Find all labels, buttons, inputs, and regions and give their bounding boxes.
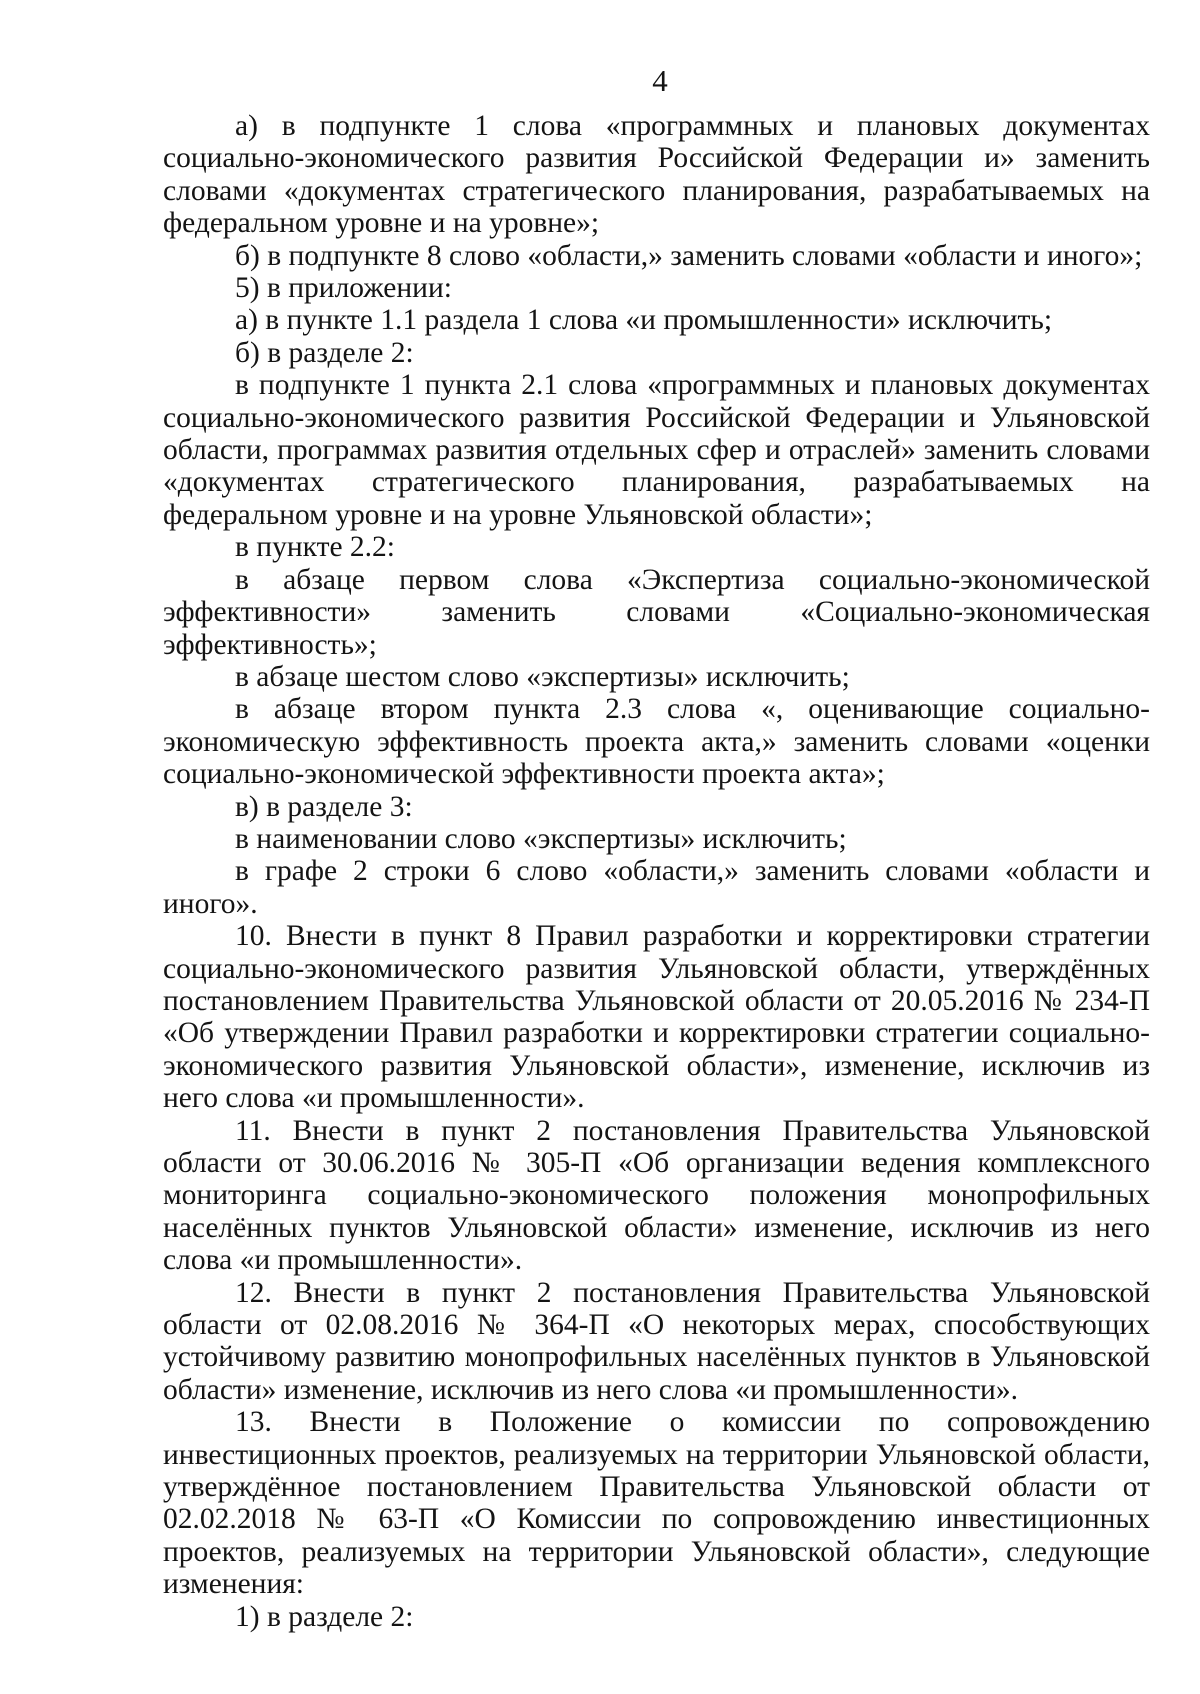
paragraph-point-2-3: в абзаце втором пункта 2.3 слова «, оценивающие социально-экономическую эффективность проекта акта,» заменить словами «оценки социально-экономической эффективности проекта акта»;: [163, 693, 1150, 791]
paragraph-a-point-1-1: а) в пункте 1.1 раздела 1 слова «и промышленности» исключить;: [235, 304, 1053, 337]
paragraph-b-section-2: б) в разделе 2:: [235, 336, 414, 369]
paragraph-column-2-row-6: в графе 2 строки 6 слово «области,» заменить словами «области и иного».: [163, 855, 1150, 920]
document-body: [163, 110, 1150, 1633]
paragraph-b-subitem-8: б) в подпункте 8 слово «области,» заменить словами «области и иного»;: [235, 239, 1143, 272]
paragraph-item-12: 12. Внести в пункт 2 постановления Правительства Ульяновской области от 02.08.2016 № 364-П «О некоторых мерах, способствующих устойчивому развитию монопрофильных населённых пунктов в Ульяновской области» изменение, исключив из него слова «и промышленности».: [163, 1276, 1150, 1406]
paragraph-v-section-3: в) в разделе 3:: [235, 790, 413, 823]
paragraph-point-2-1: в подпункте 1 пункта 2.1 слова «программных и плановых документах социально-экономического развития Российской Федерации и Ульяновской области, программах развития отдельных сфер и отраслей» заменить словами «документах стратегического планирования, разрабатываемых на федеральном уровне и на уровне Ульяновской области»;: [163, 369, 1150, 531]
paragraph-first-indent: в абзаце первом слова «Экспертиза социально-экономической эффективности» заменить словами «Социально-экономическая эффективность»;: [163, 563, 1150, 661]
paragraph-item-10: 10. Внести в пункт 8 Правил разработки и корректировки стратегии социально-экономического развития Ульяновской области, утверждённых постановлением Правительства Ульяновской области от 20.05.2016 № 234-П «Об утверждении Правил разработки и корректировки стратегии социально-экономического развития Ульяновской области», изменение, исключив из него слова «и промышленности».: [163, 920, 1150, 1115]
paragraph-item-13: 13. Внести в Положение о комиссии по сопровождению инвестиционных проектов, реализуемых на территории Ульяновской области, утверждённое постановлением Правительства Ульяновской области от 02.02.2018 № 63-П «О Комиссии по сопровождению инвестиционных проектов, реализуемых на территории Ульяновской области», следующие изменения:: [163, 1406, 1150, 1601]
paragraph-a-subitem-1: а) в подпункте 1 слова «программных и плановых документах социально-экономического развития Российской Федерации и» заменить словами «документах стратегического планирования, разрабатываемых на федеральном уровне и на уровне»;: [163, 110, 1150, 240]
paragraph-item-5-appendix: 5) в приложении:: [235, 272, 452, 305]
page-number: 4: [652, 63, 668, 98]
paragraph-point-2-2: в пункте 2.2:: [235, 531, 396, 564]
paragraph-sixth-indent: в абзаце шестом слово «экспертизы» исключить;: [235, 660, 850, 693]
paragraph-item-13-1: 1) в разделе 2:: [235, 1600, 414, 1633]
paragraph-section-name: в наименовании слово «экспертизы» исключить;: [235, 822, 847, 855]
paragraph-item-11: 11. Внести в пункт 2 постановления Правительства Ульяновской области от 30.06.2016 № 305-П «Об организации ведения комплексного мониторинга социально-экономического положения монопрофильных населённых пунктов Ульяновской области» изменение, исключив из него слова «и промышленности».: [163, 1114, 1150, 1277]
